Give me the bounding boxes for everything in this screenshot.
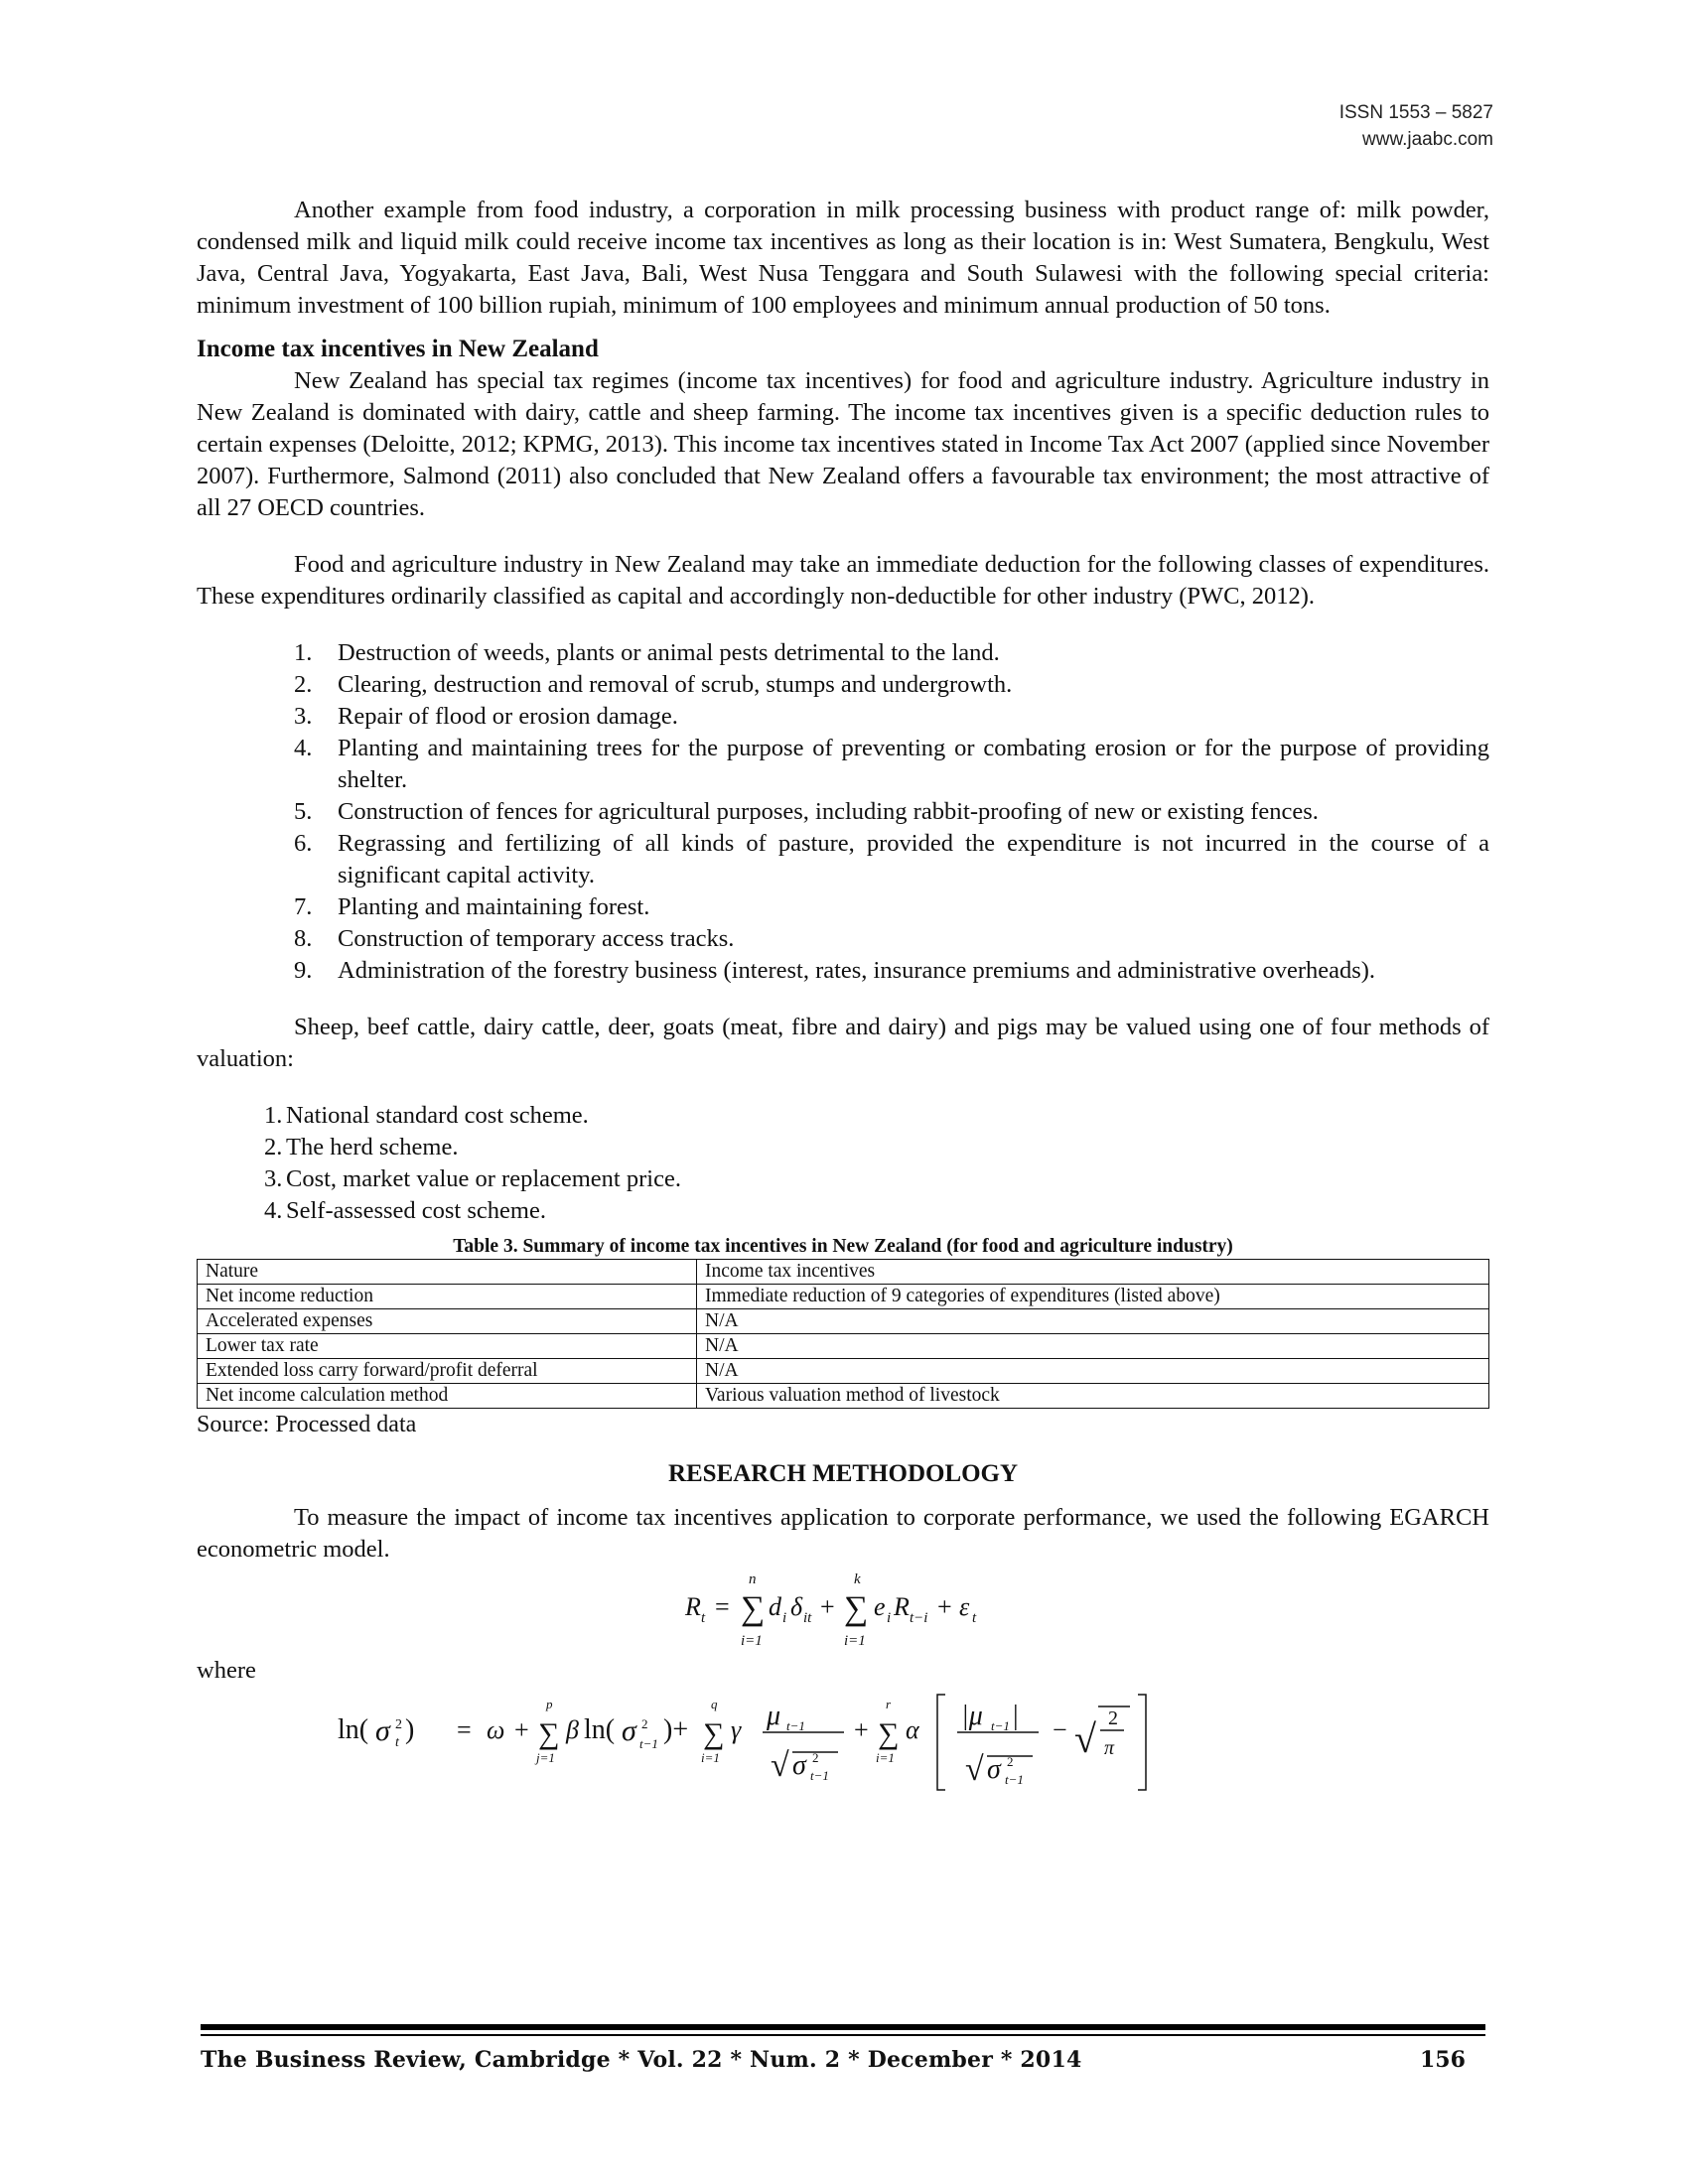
list-item: 8. Construction of temporary access tracks.	[294, 925, 735, 952]
main-content	[197, 195, 1489, 1806]
list-item: 6. Regrassing and fertilizing of all kinds of pasture, provided the expenditure is not incurred in the course of a significant capital activity.	[294, 830, 1489, 888]
svg-text:+: +	[514, 1715, 529, 1744]
svg-text:p: p	[546, 1697, 553, 1711]
svg-text:∑: ∑	[844, 1590, 869, 1627]
svg-text:∑: ∑	[878, 1717, 900, 1750]
svg-text:2: 2	[1108, 1707, 1118, 1729]
footer-journal: The Business Review, Cambridge * Vol. 22 * Num. 2 * December * 2014	[201, 2047, 1082, 2073]
svg-text:δ: δ	[790, 1592, 803, 1621]
table-cell: Accelerated expenses	[198, 1309, 697, 1334]
table-row	[198, 1309, 1489, 1334]
svg-text:it: it	[803, 1610, 812, 1626]
svg-text:t: t	[972, 1610, 977, 1626]
svg-text:k: k	[854, 1571, 861, 1587]
nz-paragraph-1: New Zealand has special tax regimes (income tax incentives) for food and agriculture industry. Agriculture industry in New Zealand is dominated with dairy, cattle and sheep farming. The income tax incentives given is a specific deduction rules to certain expenses (Deloitte, 2012; KPMG, 2013). This income tax incentives stated in Income Tax Act 2007 (applied since November 2007). Furthermore, Salmond (2011) also concluded that New Zealand offers a favourable tax environment; the most attractive of all 27 OECD countries.	[197, 367, 1489, 521]
svg-text:)+: )+	[663, 1714, 689, 1745]
table-cell: N/A	[697, 1334, 1489, 1359]
svg-text:γ: γ	[731, 1715, 742, 1744]
svg-text:σ: σ	[987, 1754, 1001, 1785]
table-header-cell: Nature	[198, 1260, 697, 1285]
list-item: 4. Planting and maintaining trees for the purpose of preventing or combating erosion or for the purpose of providing shelter.	[294, 735, 1489, 793]
svg-text:+: +	[937, 1592, 952, 1621]
equation-mean	[197, 1566, 1489, 1655]
svg-text:d: d	[769, 1592, 781, 1621]
table-cell: N/A	[697, 1359, 1489, 1384]
svg-text:t−1: t−1	[810, 1768, 829, 1783]
svg-text:R: R	[894, 1592, 910, 1621]
svg-text:i: i	[887, 1610, 892, 1626]
svg-text:√: √	[1074, 1716, 1096, 1761]
svg-text:i=1: i=1	[844, 1633, 866, 1649]
svg-text:t−1: t−1	[1005, 1772, 1024, 1787]
svg-text:α: α	[906, 1715, 919, 1744]
table-source: Source: Processed data	[197, 1412, 417, 1437]
svg-text:μ: μ	[767, 1701, 781, 1731]
svg-text:∑: ∑	[538, 1717, 560, 1750]
nz-paragraph-2: Food and agriculture industry in New Zealand may take an immediate deduction for the following classes of expenditures. These expenditures ordinarily classified as capital and accordingly non-deductible for other industry (PWC, 2012).	[197, 551, 1489, 610]
section-heading-methodology: RESEARCH METHODOLOGY	[667, 1460, 1019, 1487]
list-item: 4. Self-assessed cost scheme.	[264, 1197, 546, 1224]
footer-rule-thin	[201, 2034, 1485, 2036]
svg-text:∑: ∑	[703, 1717, 725, 1750]
svg-text:n: n	[749, 1571, 757, 1587]
svg-text:t−1: t−1	[991, 1718, 1010, 1733]
issn-label: ISSN 1553 – 5827	[1338, 102, 1493, 123]
svg-text:√: √	[965, 1751, 984, 1788]
svg-text:t: t	[395, 1735, 399, 1750]
svg-text:q: q	[711, 1697, 718, 1711]
table-row	[198, 1359, 1489, 1384]
svg-text:|: |	[1013, 1701, 1019, 1731]
svg-text:σ: σ	[375, 1714, 390, 1747]
svg-text:2: 2	[1007, 1754, 1014, 1769]
svg-text:π: π	[1104, 1737, 1115, 1759]
svg-text:=: =	[715, 1592, 730, 1621]
svg-text:+: +	[820, 1592, 835, 1621]
svg-text:√: √	[771, 1747, 789, 1784]
svg-text:e: e	[874, 1592, 886, 1621]
page-number: 156	[1420, 2047, 1466, 2073]
table-cell: Net income reduction	[198, 1285, 697, 1309]
svg-text:|μ: |μ	[961, 1701, 983, 1731]
list-item: 7. Planting and maintaining forest.	[294, 893, 650, 920]
table-cell: Immediate reduction of 9 categories of expenditures (listed above)	[697, 1285, 1489, 1309]
methodology-paragraph: To measure the impact of income tax incentives application to corporate performance, we used the following EGARCH econometric model.	[197, 1504, 1489, 1563]
valuation-list	[197, 1100, 1489, 1227]
section-heading-new-zealand: Income tax incentives in New Zealand	[197, 336, 599, 362]
svg-text:ln(: ln(	[584, 1714, 616, 1745]
intro-paragraph: Another example from food industry, a corporation in milk processing business with product range of: milk powder, condensed milk and liquid milk could receive income tax incentives as long as their location is in: West Sumatera, Bengkulu, West Java, Central Java, Yogyakarta, East Java, Bali, West Nusa Tenggara and South Sulawesi with the following special criteria: minimum investment of 100 billion rupiah, minimum of 100 employees and minimum annual production of 50 tons.	[197, 197, 1489, 319]
table-cell: Lower tax rate	[198, 1334, 697, 1359]
svg-text:t−1: t−1	[639, 1736, 658, 1751]
table-row	[198, 1334, 1489, 1359]
table-cell: Various valuation method of livestock	[697, 1384, 1489, 1409]
list-item: 3. Cost, market value or replacement price.	[264, 1165, 681, 1192]
livestock-paragraph: Sheep, beef cattle, dairy cattle, deer, goats (meat, fibre and dairy) and pigs may be valued using one of four methods of valuation:	[197, 1014, 1489, 1072]
list-item: 3. Repair of flood or erosion damage.	[294, 703, 678, 730]
equation-variance	[197, 1687, 1489, 1806]
svg-text:i: i	[782, 1610, 787, 1626]
list-item: 9. Administration of the forestry business (interest, rates, insurance premiums and administrative overheads).	[294, 957, 1376, 984]
journal-url: www.jaabc.com	[1362, 129, 1493, 150]
svg-text:ln(: ln(	[338, 1714, 369, 1745]
svg-text:σ: σ	[622, 1714, 636, 1747]
svg-text:2: 2	[641, 1716, 648, 1731]
svg-text:−: −	[1053, 1715, 1067, 1744]
svg-text:j=1: j=1	[536, 1750, 555, 1765]
table-row	[198, 1285, 1489, 1309]
equation-variance-graphic	[197, 1687, 1489, 1806]
svg-text:i=1: i=1	[741, 1633, 763, 1649]
svg-text:t−i: t−i	[910, 1610, 928, 1626]
list-item: 2. The herd scheme.	[264, 1134, 459, 1160]
svg-text:i=1: i=1	[876, 1750, 895, 1765]
list-item: 2. Clearing, destruction and removal of scrub, stumps and undergrowth.	[294, 671, 1013, 698]
table-row	[198, 1384, 1489, 1409]
svg-text:2: 2	[395, 1717, 402, 1732]
where-label: where	[197, 1657, 256, 1684]
svg-text:t−1: t−1	[786, 1718, 805, 1733]
svg-text:ω: ω	[487, 1715, 505, 1744]
table-caption: Table 3. Summary of income tax incentives in New Zealand (for food and agriculture industry)	[453, 1236, 1233, 1257]
svg-text:r: r	[886, 1697, 892, 1711]
svg-text:2: 2	[812, 1750, 819, 1765]
incentives-table	[197, 1259, 1489, 1409]
footer-rule-thick	[201, 2024, 1485, 2030]
svg-text:i=1: i=1	[701, 1750, 720, 1765]
svg-text:β: β	[566, 1715, 579, 1744]
svg-text:∑: ∑	[741, 1590, 766, 1627]
table-cell: Net income calculation method	[198, 1384, 697, 1409]
svg-text:ε: ε	[959, 1592, 970, 1621]
table-cell: N/A	[697, 1309, 1489, 1334]
table-header-row	[198, 1260, 1489, 1285]
svg-text:t: t	[701, 1610, 706, 1626]
list-item: 1. National standard cost scheme.	[264, 1102, 589, 1129]
svg-text:): )	[405, 1714, 415, 1745]
list-item: 1. Destruction of weeds, plants or animal pests detrimental to the land.	[294, 639, 1000, 666]
svg-text:=: =	[457, 1715, 472, 1744]
page-header	[1339, 99, 1493, 153]
equation-mean-graphic	[197, 1566, 1489, 1655]
svg-text:+: +	[854, 1715, 869, 1744]
svg-text:σ: σ	[792, 1750, 806, 1781]
table-cell: Extended loss carry forward/profit deferral	[198, 1359, 697, 1384]
table-header-cell: Income tax incentives	[697, 1260, 1489, 1285]
list-item: 5. Construction of fences for agricultural purposes, including rabbit-proofing of new or existing fences.	[294, 798, 1319, 825]
svg-text:R: R	[685, 1592, 701, 1621]
expenditure-list	[197, 637, 1489, 987]
